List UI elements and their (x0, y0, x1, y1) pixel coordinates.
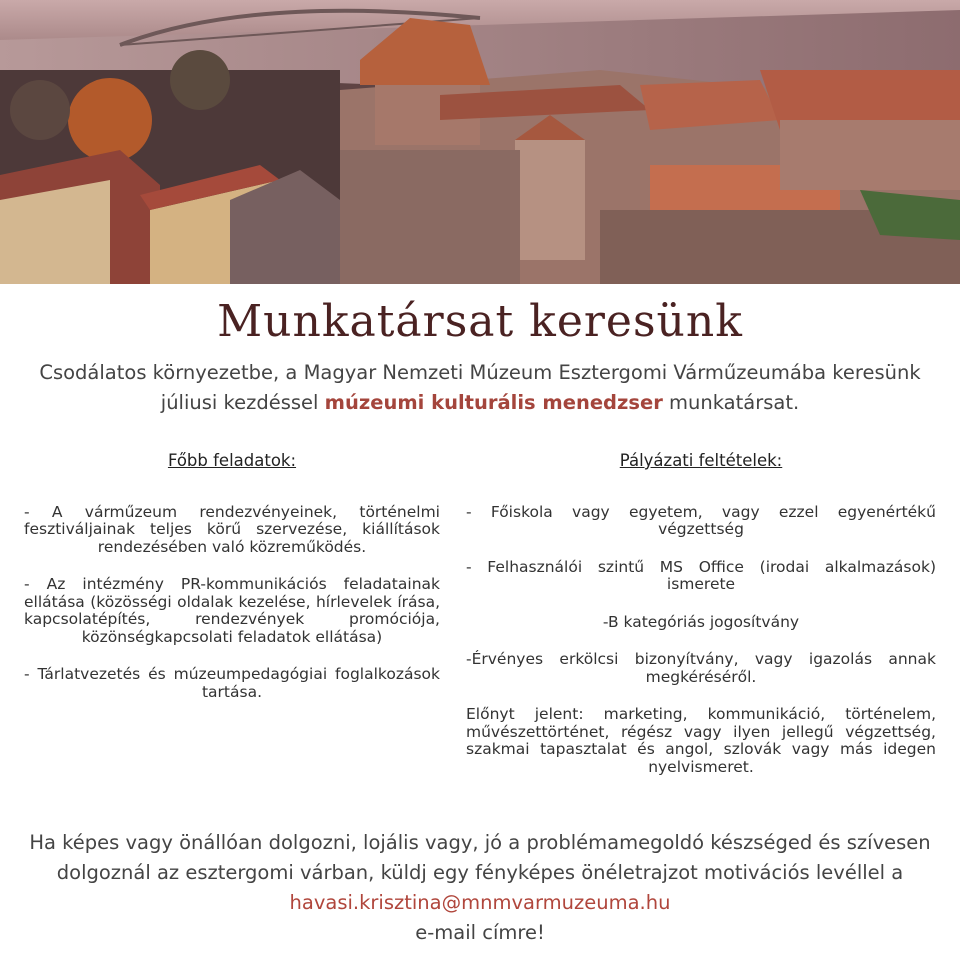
outro-line-2: dolgoznál az esztergomi várban, küldj egy fényképes önéletrajzot motivációs levéllel a (56, 861, 904, 884)
intro-line-2 (0, 388, 960, 418)
duties-column (24, 452, 440, 721)
requirements-heading: Pályázati feltételek: (619, 451, 783, 470)
outro-line-1: Ha képes vagy önállóan dolgozni, lojális vagy, jó a problémamegoldó készséged és szívesen (29, 831, 931, 854)
requirement-item: -Érvényes erkölcsi bizonyítvány, vagy igazolás annak megkéréséről. (466, 650, 936, 686)
intro-line-2-post: munkatársat. (662, 391, 800, 414)
advantage-item: Előnyt jelent: marketing, kommunikáció, történelem, művészettörténet, régész vagy ilyen jellegű végzettség, szakmai tapasztalat és angol, szlovák vagy más idegen nyelvismeret. (466, 705, 936, 776)
duty-item: - A várműzeum rendezvényeinek, történelmi fesztiváljainak teljes körű szervezése, kiállítások rendezésében való közreműködés. (24, 502, 440, 556)
hero-photo (0, 0, 960, 284)
duty-item: - Tárlatvezetés és múzeumpedagógiai foglalkozások tartása. (24, 665, 440, 701)
requirement-item: -B kategóriás jogosítvány (602, 612, 800, 631)
outro-text (0, 828, 960, 948)
requirements-column (466, 452, 936, 796)
outro-line-4: e-mail címre! (415, 921, 545, 944)
contact-email-link[interactable]: havasi.krisztina@mnmvarmuzeuma.hu (289, 891, 671, 914)
position-title: múzeumi kulturális menedzser (324, 391, 663, 414)
intro-line-1: Csodálatos környezetbe, a Magyar Nemzeti Múzeum Esztergomi Várműzeumába keresünk (39, 361, 921, 384)
intro-text (0, 358, 960, 418)
duties-heading: Főbb feladatok: (167, 451, 297, 470)
requirement-item: - Felhasználói szintű MS Office (irodai alkalmazások) ismerete (466, 557, 936, 593)
requirement-item: - Főiskola vagy egyetem, vagy ezzel egyenértékű végzettség (466, 502, 936, 538)
castle-illustration (0, 0, 960, 284)
duty-item: - Az intézmény PR-kommunikációs feladatainak ellátása (közösségi oldalak kezelése, hírlevelek írása, kapcsolatépítés, rendezvények promóciója, közönségkapcsolati feladatok ellátása) (24, 575, 440, 646)
page-title: Munkatársat keresünk (217, 296, 743, 347)
intro-line-2-pre: júliusi kezdéssel (160, 391, 325, 414)
